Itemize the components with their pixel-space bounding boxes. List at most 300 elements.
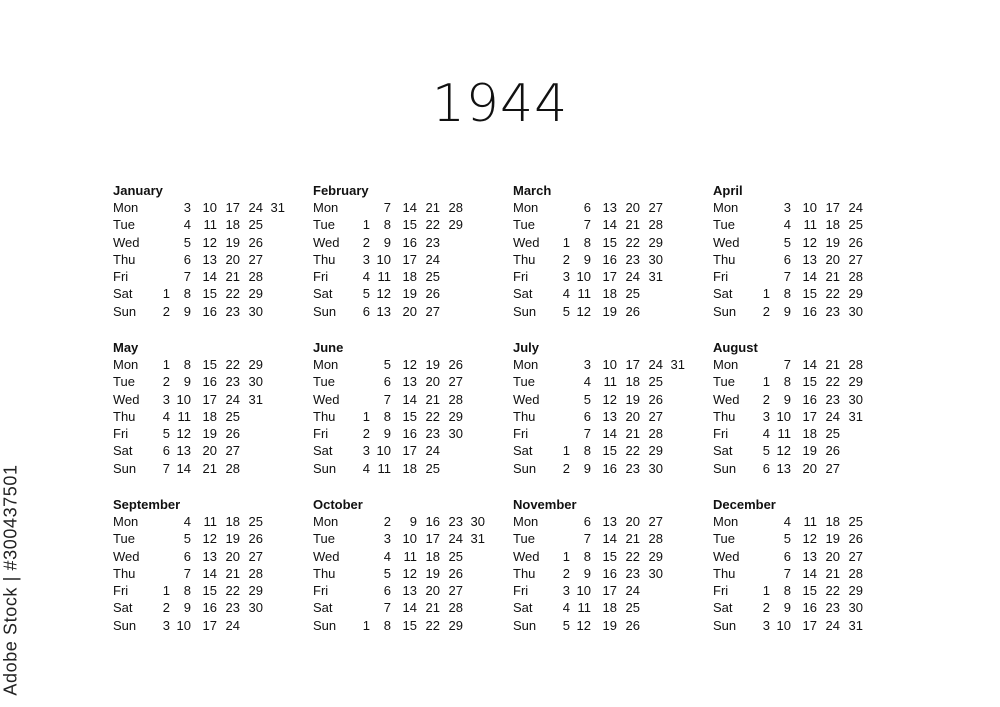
date-cell: 24: [625, 269, 640, 285]
date-cell: 10: [376, 251, 391, 267]
date-cell: 21: [825, 269, 840, 285]
weekday-label: Wed: [113, 548, 140, 564]
weekday-label: Tue: [113, 531, 135, 547]
date-cell: 6: [583, 408, 591, 424]
date-cell: 4: [762, 426, 770, 442]
date-cell: 16: [802, 391, 817, 407]
weekday-row: [513, 408, 703, 425]
date-cell: 27: [225, 443, 240, 459]
weekday-label: Sun: [513, 460, 537, 476]
weekday-label: Sun: [513, 617, 537, 633]
date-cell: 23: [225, 600, 240, 616]
date-cell: 15: [402, 617, 417, 633]
weekday-label: Fri: [113, 269, 129, 285]
date-cell: 28: [448, 391, 463, 407]
weekday-label: Fri: [513, 426, 529, 442]
date-cell: 14: [176, 460, 191, 476]
date-cell: 9: [383, 234, 391, 250]
date-cell: 1: [162, 286, 170, 302]
date-cell: 15: [802, 286, 817, 302]
weekday-row: [313, 513, 503, 530]
date-cell: 25: [848, 514, 863, 529]
date-cell: 6: [383, 374, 391, 390]
date-cell: 12: [376, 286, 391, 302]
date-cell: 14: [402, 391, 417, 407]
weekday-row: [113, 460, 303, 477]
weekday-label: Wed: [713, 548, 740, 564]
date-cell: 23: [625, 251, 640, 267]
weekday-label: Tue: [313, 217, 335, 233]
date-cell: 22: [825, 374, 840, 390]
year-title: 1944: [431, 74, 569, 134]
weekday-label: Sat: [313, 443, 333, 459]
date-cell: 19: [802, 443, 817, 459]
date-cell: 13: [602, 408, 617, 424]
date-cell: 26: [648, 391, 663, 407]
date-cell: 25: [225, 408, 240, 424]
date-cell: 7: [583, 531, 591, 547]
weekday-row: [713, 425, 903, 442]
date-cell: 8: [383, 617, 391, 633]
date-cell: 6: [762, 460, 770, 476]
date-cell: 22: [225, 583, 240, 599]
weekday-label: Wed: [513, 391, 540, 407]
date-cell: 17: [625, 357, 640, 372]
date-cell: 24: [825, 408, 840, 424]
month-block-january: [113, 182, 303, 320]
date-cell: 21: [425, 600, 440, 616]
date-cell: 14: [602, 426, 617, 442]
date-cell: 18: [225, 514, 240, 529]
date-cell: 4: [362, 460, 370, 476]
weekday-row: [513, 216, 703, 233]
weekday-label: Tue: [513, 374, 535, 390]
date-cell: 17: [225, 200, 240, 215]
month-name: February: [313, 183, 369, 198]
weekday-row: [713, 513, 903, 530]
weekday-row: [513, 251, 703, 268]
weekday-label: Tue: [313, 531, 335, 547]
weekday-label: Sat: [513, 443, 533, 459]
weekday-label: Sun: [713, 617, 737, 633]
weekday-label: Wed: [113, 234, 140, 250]
date-cell: 29: [448, 217, 463, 233]
date-cell: 26: [425, 286, 440, 302]
date-cell: 5: [183, 234, 191, 250]
date-cell: 20: [425, 583, 440, 599]
weekday-row: [113, 442, 303, 459]
date-cell: 5: [383, 565, 391, 581]
date-cell: 21: [425, 391, 440, 407]
date-cell: 22: [625, 234, 640, 250]
date-cell: 10: [602, 357, 617, 372]
weekday-row: [513, 599, 703, 616]
date-cell: 25: [648, 374, 663, 390]
weekday-label: Sat: [113, 443, 133, 459]
date-cell: 8: [383, 217, 391, 233]
date-cell: 18: [402, 460, 417, 476]
date-cell: 11: [577, 600, 591, 616]
date-cell: 7: [162, 460, 170, 476]
date-cell: 6: [783, 251, 791, 267]
date-cell: 21: [225, 269, 240, 285]
weekday-label: Tue: [113, 217, 135, 233]
weekday-label: Mon: [313, 200, 339, 215]
date-cell: 30: [448, 426, 463, 442]
weekday-row: [513, 513, 703, 530]
weekday-label: Sat: [713, 443, 733, 459]
weekday-row: [513, 391, 703, 408]
date-cell: 4: [583, 374, 591, 390]
date-cell: 17: [402, 251, 417, 267]
month-block-november: [513, 496, 703, 634]
date-cell: 21: [202, 460, 217, 476]
date-cell: 11: [803, 217, 817, 233]
date-cell: 11: [777, 426, 791, 442]
date-cell: 16: [202, 600, 217, 616]
date-cell: 25: [425, 460, 440, 476]
month-name: May: [113, 340, 139, 355]
date-cell: 7: [583, 426, 591, 442]
date-cell: 16: [802, 600, 817, 616]
weekday-row: [713, 442, 903, 459]
date-cell: 26: [448, 357, 463, 372]
weekday-label: Fri: [113, 426, 129, 442]
weekday-row: [513, 617, 703, 634]
date-cell: 31: [848, 617, 863, 633]
date-cell: 18: [425, 548, 440, 564]
date-cell: 6: [183, 251, 191, 267]
weekday-row: [313, 565, 503, 582]
weekday-label: Sat: [313, 286, 333, 302]
date-cell: 27: [248, 548, 263, 564]
date-cell: 1: [362, 617, 370, 633]
date-cell: 17: [802, 617, 817, 633]
date-cell: 8: [583, 234, 591, 250]
date-cell: 12: [402, 565, 417, 581]
month-name: July: [513, 340, 540, 355]
date-cell: 10: [576, 269, 591, 285]
date-cell: 14: [202, 269, 217, 285]
date-cell: 21: [425, 200, 440, 215]
weekday-label: Mon: [513, 357, 539, 372]
weekday-label: Mon: [313, 357, 339, 372]
date-cell: 21: [625, 217, 640, 233]
weekday-label: Wed: [113, 391, 140, 407]
date-cell: 24: [225, 617, 240, 633]
date-cell: 9: [409, 514, 417, 529]
date-cell: 11: [403, 548, 417, 564]
date-cell: 29: [648, 234, 663, 250]
date-cell: 24: [425, 251, 440, 267]
date-cell: 19: [425, 565, 440, 581]
date-cell: 3: [762, 408, 770, 424]
date-cell: 28: [248, 565, 263, 581]
date-cell: 30: [648, 565, 663, 581]
month-name: December: [713, 497, 776, 512]
weekday-row: [713, 599, 903, 616]
weekday-label: Mon: [113, 514, 139, 529]
weekday-row: [113, 408, 303, 425]
date-cell: 10: [576, 583, 591, 599]
date-cell: 8: [583, 548, 591, 564]
month-block-september: [113, 496, 303, 634]
date-cell: 23: [448, 514, 463, 529]
weekday-row: [113, 513, 303, 530]
date-cell: 26: [225, 426, 240, 442]
date-cell: 20: [402, 303, 417, 319]
date-cell: 21: [225, 565, 240, 581]
date-cell: 18: [625, 374, 640, 390]
date-cell: 13: [202, 548, 217, 564]
weekday-row: [713, 408, 903, 425]
weekday-row: [113, 216, 303, 233]
weekday-row: [313, 391, 503, 408]
weekday-label: Tue: [713, 531, 735, 547]
date-cell: 7: [383, 391, 391, 407]
date-cell: 21: [625, 531, 640, 547]
weekday-row: [713, 234, 903, 251]
date-cell: 18: [602, 600, 617, 616]
month-name: August: [713, 340, 758, 355]
date-cell: 10: [402, 531, 417, 547]
date-cell: 14: [802, 269, 817, 285]
weekday-row: [713, 303, 903, 320]
weekday-label: Thu: [113, 251, 136, 267]
weekday-row: [113, 530, 303, 547]
date-cell: 10: [376, 443, 391, 459]
weekday-label: Sat: [713, 286, 733, 302]
date-cell: 24: [825, 617, 840, 633]
date-cell: 14: [602, 217, 617, 233]
month-block-april: [713, 182, 903, 320]
date-cell: 30: [848, 600, 863, 616]
date-cell: 15: [402, 408, 417, 424]
date-cell: 15: [202, 286, 217, 302]
date-cell: 3: [562, 269, 570, 285]
date-cell: 16: [602, 565, 617, 581]
date-cell: 15: [802, 583, 817, 599]
weekday-row: [113, 548, 303, 565]
date-cell: 20: [625, 200, 640, 215]
weekday-row: [513, 199, 703, 216]
date-cell: 22: [825, 286, 840, 302]
weekday-label: Sat: [113, 600, 133, 616]
date-cell: 7: [783, 357, 791, 372]
weekday-row: [713, 617, 903, 634]
weekday-row: [713, 391, 903, 408]
date-cell: 25: [825, 426, 840, 442]
date-cell: 30: [248, 303, 263, 319]
date-cell: 2: [562, 460, 570, 476]
weekday-label: Tue: [513, 531, 535, 547]
weekday-label: Sat: [113, 286, 133, 302]
date-cell: 11: [603, 374, 617, 390]
weekday-row: [713, 251, 903, 268]
date-cell: 30: [848, 303, 863, 319]
date-cell: 13: [202, 251, 217, 267]
date-cell: 26: [248, 531, 263, 547]
date-cell: 6: [383, 583, 391, 599]
date-cell: 29: [648, 548, 663, 564]
weekday-label: Thu: [313, 251, 336, 267]
date-cell: 24: [848, 200, 863, 215]
date-cell: 23: [625, 460, 640, 476]
date-cell: 16: [602, 460, 617, 476]
weekday-row: [113, 356, 303, 373]
weekday-row: [513, 425, 703, 442]
date-cell: 3: [362, 443, 370, 459]
weekday-row: [713, 460, 903, 477]
date-cell: 1: [562, 548, 570, 564]
date-cell: 14: [402, 200, 417, 215]
weekday-label: Thu: [713, 565, 736, 581]
date-cell: 9: [583, 565, 591, 581]
date-cell: 21: [825, 565, 840, 581]
weekday-label: Sun: [113, 460, 137, 476]
date-cell: 13: [176, 443, 191, 459]
weekday-row: [113, 391, 303, 408]
date-cell: 15: [802, 374, 817, 390]
date-cell: 10: [176, 617, 191, 633]
date-cell: 19: [225, 531, 240, 547]
date-cell: 29: [448, 617, 463, 633]
date-cell: 25: [848, 217, 863, 233]
weekday-label: Fri: [713, 426, 729, 442]
weekday-label: Sat: [313, 600, 333, 616]
date-cell: 18: [225, 217, 240, 233]
weekday-label: Wed: [713, 391, 740, 407]
weekday-label: Thu: [113, 408, 136, 424]
date-cell: 5: [762, 443, 770, 459]
date-cell: 5: [562, 303, 570, 319]
date-cell: 24: [248, 200, 263, 215]
date-cell: 12: [776, 443, 791, 459]
weekday-row: [313, 460, 503, 477]
month-block-august: [713, 339, 903, 477]
month-name: November: [513, 497, 577, 512]
date-cell: 5: [583, 391, 591, 407]
date-cell: 4: [183, 217, 191, 233]
date-cell: 9: [783, 600, 791, 616]
date-cell: 8: [583, 443, 591, 459]
weekday-row: [513, 234, 703, 251]
date-cell: 26: [848, 531, 863, 547]
month-name: March: [513, 183, 552, 198]
weekday-row: [313, 548, 503, 565]
date-cell: 9: [783, 303, 791, 319]
weekday-row: [313, 216, 503, 233]
date-cell: 24: [448, 531, 463, 547]
date-cell: 7: [783, 565, 791, 581]
date-cell: 9: [783, 391, 791, 407]
date-cell: 5: [162, 426, 170, 442]
date-cell: 7: [383, 600, 391, 616]
date-cell: 5: [362, 286, 370, 302]
weekday-label: Sun: [713, 460, 737, 476]
month-block-july: [513, 339, 703, 477]
date-cell: 22: [825, 583, 840, 599]
weekday-row: [313, 582, 503, 599]
weekday-label: Fri: [313, 583, 329, 599]
weekday-label: Mon: [713, 357, 739, 372]
date-cell: 28: [648, 426, 663, 442]
date-cell: 25: [625, 600, 640, 616]
date-cell: 7: [183, 565, 191, 581]
date-cell: 12: [202, 531, 217, 547]
weekday-label: Wed: [513, 234, 540, 250]
date-cell: 23: [425, 426, 440, 442]
date-cell: 14: [802, 357, 817, 372]
date-cell: 3: [162, 391, 170, 407]
date-cell: 22: [625, 548, 640, 564]
date-cell: 31: [670, 357, 685, 372]
date-cell: 15: [602, 548, 617, 564]
date-cell: 27: [425, 303, 440, 319]
date-cell: 8: [783, 583, 791, 599]
weekday-label: Thu: [513, 565, 536, 581]
month-block-december: [713, 496, 903, 634]
date-cell: 12: [802, 531, 817, 547]
weekday-row: [713, 530, 903, 547]
date-cell: 4: [562, 286, 570, 302]
date-cell: 7: [783, 269, 791, 285]
date-cell: 11: [203, 514, 217, 529]
date-cell: 11: [203, 217, 217, 233]
date-cell: 18: [402, 269, 417, 285]
date-cell: 8: [183, 583, 191, 599]
date-cell: 23: [225, 303, 240, 319]
date-cell: 25: [248, 217, 263, 233]
date-cell: 29: [848, 374, 863, 390]
date-cell: 28: [848, 269, 863, 285]
weekday-row: [113, 251, 303, 268]
month-block-may: [113, 339, 303, 477]
date-cell: 21: [825, 357, 840, 372]
date-cell: 11: [577, 286, 591, 302]
date-cell: 16: [802, 303, 817, 319]
date-cell: 15: [402, 217, 417, 233]
weekday-label: Thu: [713, 408, 736, 424]
date-cell: 30: [848, 391, 863, 407]
date-cell: 2: [562, 251, 570, 267]
date-cell: 28: [448, 200, 463, 215]
weekday-label: Sun: [313, 617, 337, 633]
date-cell: 22: [225, 357, 240, 372]
weekday-label: Sun: [113, 303, 137, 319]
date-cell: 27: [848, 548, 863, 564]
date-cell: 9: [183, 374, 191, 390]
weekday-row: [113, 199, 303, 216]
weekday-row: [513, 356, 703, 373]
date-cell: 24: [425, 443, 440, 459]
date-cell: 10: [776, 408, 791, 424]
weekday-row: [713, 285, 903, 302]
date-cell: 2: [362, 234, 370, 250]
date-cell: 2: [762, 303, 770, 319]
date-cell: 22: [225, 286, 240, 302]
weekday-row: [313, 251, 503, 268]
date-cell: 1: [762, 286, 770, 302]
date-cell: 8: [783, 286, 791, 302]
date-cell: 14: [602, 531, 617, 547]
date-cell: 13: [602, 514, 617, 529]
weekday-row: [513, 565, 703, 582]
weekday-row: [313, 285, 503, 302]
weekday-label: Fri: [313, 426, 329, 442]
date-cell: 29: [248, 357, 263, 372]
date-cell: 3: [162, 617, 170, 633]
